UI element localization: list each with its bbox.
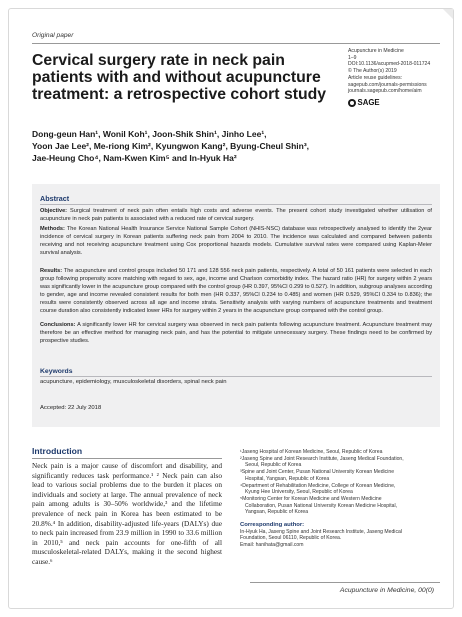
abstract-divider <box>40 204 432 205</box>
paper-title: Cervical surgery rate in neck pain patients with and without acupuncture treatment: a retrospective cohort study <box>32 52 327 103</box>
journal-permissions-link[interactable]: sagepub.com/journals-permissions <box>348 81 427 88</box>
journal-info <box>348 48 448 95</box>
introduction-divider <box>32 458 222 459</box>
corresponding-line: In-Hyuk Ha, Jaseng Spine and Joint Research Institute, Jaseng Medical <box>240 528 402 535</box>
journal-name: Acupuncture in Medicine <box>348 48 404 54</box>
conclusions-label: Conclusions: <box>40 322 76 328</box>
author-line: Jae-Heung Cho⁴, Nam-Kwen Kim⁵ and In-Hyuk Ha² <box>32 153 237 164</box>
abstract-heading: Abstract <box>40 194 70 203</box>
abstract-results <box>40 268 432 315</box>
results-label: Results: <box>40 268 63 274</box>
affiliation-line: Yangsan, Republic of Korea <box>245 509 309 516</box>
introduction-heading: Introduction <box>32 446 83 456</box>
affiliation-line: ³Spine and Joint Center, Pusan National University Korean Medicine <box>240 469 395 476</box>
affiliation-line: ⁴Department of Rehabilitation Medicine, College of Korean Medicine, <box>240 482 396 489</box>
introduction-text: Neck pain is a major cause of discomfort and disability, and significantly reduces task performance.¹ ² Neck pain can also lead to various social problems due to the burden it places on individuals and society at large. The annual prevalence of neck pain among adults is 30–50% worldwide,³ and the lifetime prevalence of neck pain in Korea has been estimated to be 20.8%.⁴ In addition, disability-adjusted life-years (DALYs) due to neck pain increased from 23.9 million in 1990 to 33.6 million in 2010,⁵ and neck pain accounts for one-fifth of all musculoskeletal-related DALYs, making it the second highest cause.⁶ <box>32 461 222 566</box>
journal-pages: 1–9 <box>348 54 357 61</box>
affiliation-line: ¹Jaseng Hospital of Korean Medicine, Seoul, Republic of Korea <box>240 449 383 455</box>
journal-reuse: Article reuse guidelines: <box>348 74 403 81</box>
footer-journal: Acupuncture in Medicine, 00(0) <box>339 587 434 594</box>
results-text: The acupuncture and control groups included 50 171 and 128 556 neck pain patients, respectively. A total of 50 161 patients were selected in each group following propensity score matching with regard to sex, age, income and Charlson comorbidity index. The hazard ratio (HR) for surgery within 2 years was significantly lower in the acupuncture group compared with the control group (HR 0.397, 95%CI 0.299 to 0.527). In addition, subgroup analyses according to gender, age and income revealed consistent results for both men (HR 0.337, 95%CI 0.234 to 0.485) and women (HR 0.529, 95%CI 0.334 to 0.836); the results were consistently observed across all age and income strata. Sensitivity analysis with varying numbers of acupuncture treatments and treatment course duration also consistently indicated lower HRs for surgery within 2 years in the acupuncture group compared with the control group. <box>40 268 433 314</box>
keywords-text: acupuncture, epidemiology, musculoskeletal disorders, spinal neck pain <box>40 379 227 385</box>
affiliation-line: Hospital, Yangsan, Republic of Korea <box>245 475 330 482</box>
corresponding-author-heading: Corresponding author: <box>240 522 305 529</box>
affiliation-line: ⁵Monitoring Center for Korean Medicine and Western Medicine <box>240 495 382 502</box>
keywords-heading: Keywords <box>40 368 73 375</box>
affiliation-line: Seoul, Republic of Korea <box>245 462 302 469</box>
accepted-date: Accepted: 22 July 2018 <box>40 405 102 411</box>
sage-logo-text: SAGE <box>357 98 380 107</box>
corresponding-email[interactable]: Email: hanihata@gmail.com <box>240 542 304 549</box>
author-line: Dong-geun Han¹, Wonil Koh¹, Joon-Shik Shin¹, Jinho Lee¹, <box>32 129 267 139</box>
abstract-methods <box>40 226 432 258</box>
journal-copyright: © The Author(s) 2019 <box>348 68 397 75</box>
sage-circle-icon <box>348 99 356 107</box>
objective-label: Objective: <box>40 208 68 214</box>
affiliation-line: ²Jaseng Spine and Joint Research Institute, Jaseng Medical Foundation, <box>240 455 404 462</box>
article-type-label: Original paper <box>32 32 74 39</box>
keywords-divider <box>40 376 432 377</box>
affiliation-line: Kyung Hee University, Seoul, Republic of Korea <box>245 489 353 496</box>
objective-text: Surgical treatment of neck pain often entails high costs and adverse events. The present cohort study investigated whether utilisation of acupuncture in neck pain patients is associated with a reduced rate of cervical surgery. <box>40 208 432 222</box>
header-divider <box>32 43 440 44</box>
footer-divider <box>250 582 440 583</box>
journal-home-link[interactable]: journals.sagepub.com/home/aim <box>348 88 422 95</box>
abstract-objective <box>40 208 432 224</box>
affiliation-line: Collaboration, Pusan National University Korean Medicine Hospital, <box>245 502 398 509</box>
corresponding-line: Foundation, Seoul 06110, Republic of Korea. <box>240 535 342 542</box>
journal-doi[interactable]: DOI:10.1136/acupmed-2018-011724 <box>348 61 431 68</box>
methods-label: Methods: <box>40 226 65 232</box>
methods-text: The Korean National Health Insurance Service National Sample Cohort (NHIS-NSC) database was retrospectively analysed to identify the 2year incidence of cervical surgery in Korean patients suffering neck pain from 2004 to 2010. The incidence was calculated and compared between patients receiving and not receiving acupuncture treatment using Cox proportional hazards models. Cumulative survival rates were compared using Kaplan-Meier survival analysis. <box>40 226 433 256</box>
author-line: Yoon Jae Lee², Me-riong Kim², Kyungwon Kang², Byung-Cheul Shin³, <box>32 141 310 152</box>
author-list <box>32 128 362 165</box>
affiliations <box>240 449 436 549</box>
page-curl-decoration <box>443 9 453 19</box>
abstract-conclusions <box>40 322 432 346</box>
sage-logo <box>348 98 380 107</box>
conclusions-text: A significantly lower HR for cervical surgery was observed in neck pain patients following acupuncture treatment. Acupuncture treatment may therefore be an effective method for managing neck pain, and has the potential to mitigate unnecessary surgery. These findings need to be confirmed by prospective studies. <box>40 322 432 344</box>
